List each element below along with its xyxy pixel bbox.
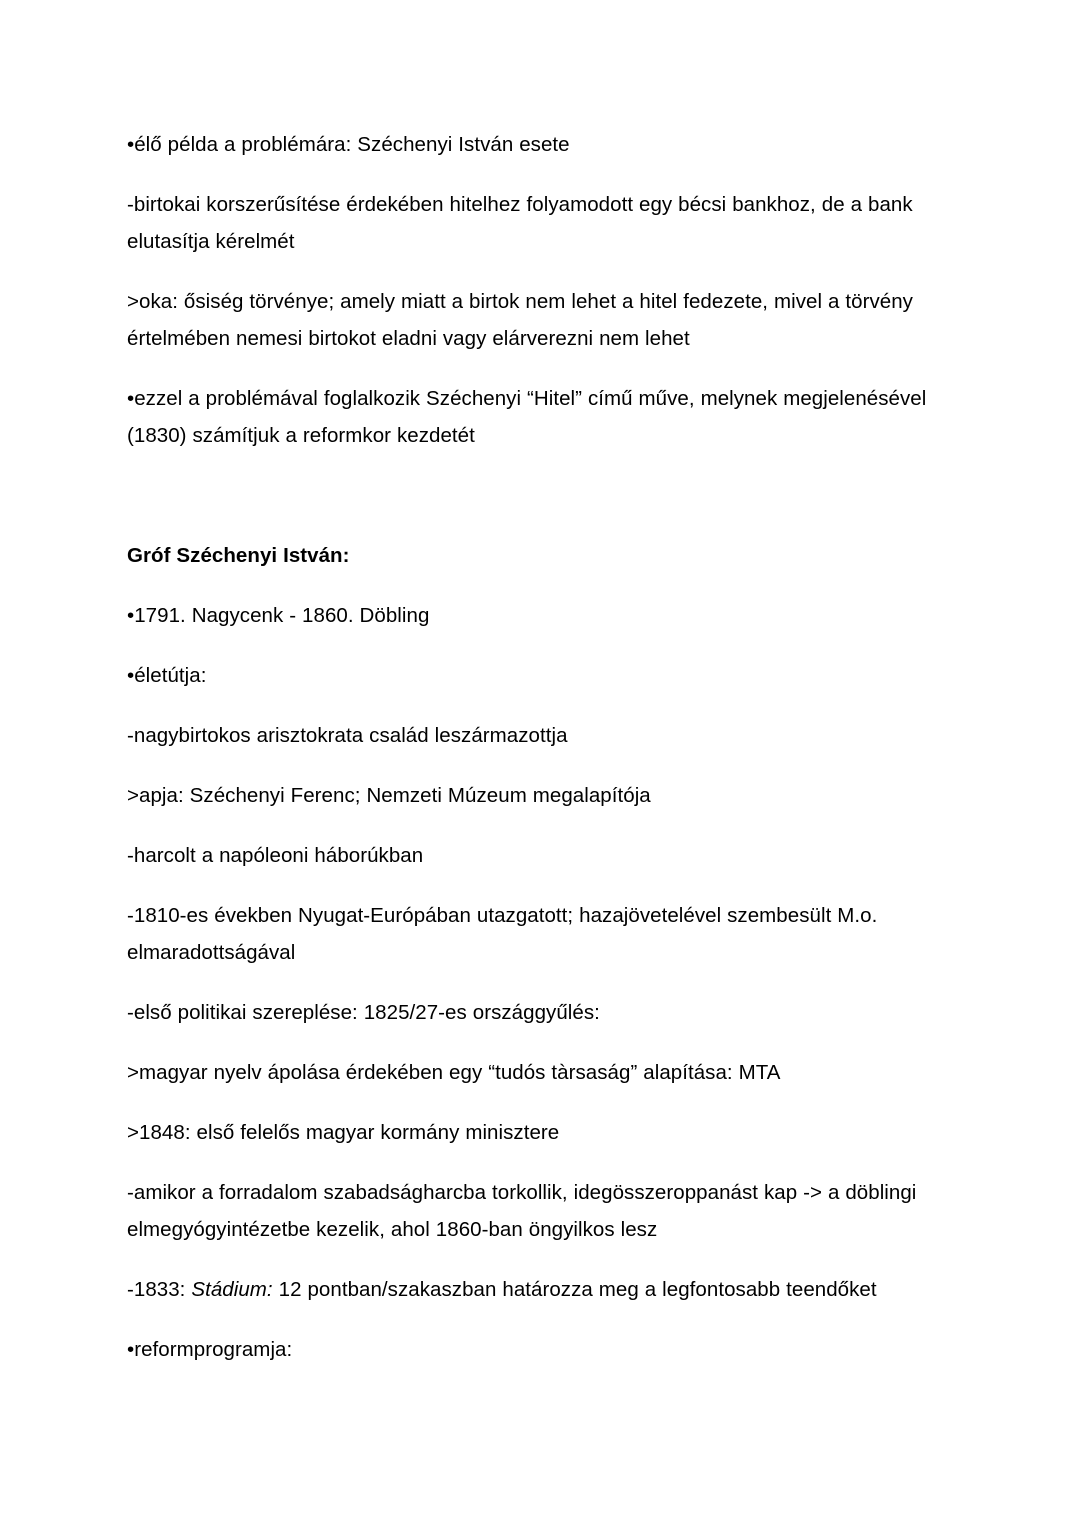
paragraph-dash-1810-es-evekben-nyugat-europa: -1810-es években Nyugat-Európában utazgatott; hazajövetelével szembesült M.o. elmaradottságával — [127, 904, 878, 964]
paragraph-dash-nagybirtokos-arisztokrata: -nagybirtokos arisztokrata család leszármazottja — [127, 724, 568, 747]
heading-grof-szechenyi-istvan: Gróf Széchenyi István: — [127, 544, 350, 567]
paragraph-dash-harcolt-napoleoni-haborukban: -harcolt a napóleoni háborúkban — [127, 844, 424, 867]
paragraph-bullet-hitel-muve: •ezzel a problémával foglalkozik Széchenyi “Hitel” című műve, melynek megjelenésével (1830) számítjuk a reformkor kezdetét — [127, 387, 927, 447]
paragraph-blank-spacer — [127, 477, 933, 514]
paragraph-sub-1848-elso-felelos-kormany: >1848: első felelős magyar kormány minisztere — [127, 1121, 560, 1144]
paragraph-bullet-elo-pelda: •élő példa a problémára: Széchenyi István esete — [127, 133, 570, 156]
paragraph-bullet-reformprogramja: •reformprogramja: — [127, 1338, 293, 1361]
stadium-title-italic: Stádium: — [191, 1278, 273, 1301]
paragraph-sub-oka-osiseg-torvenye: >oka: ősiség törvénye; amely miatt a birtok nem lehet a hitel fedezete, mivel a törvény értelmében nemesi birtokot eladni vagy elárverezni nem lehet — [127, 290, 913, 350]
document-text-body — [127, 126, 933, 1391]
paragraph-dash-birtokai-korszerusitese: -birtokai korszerűsítése érdekében hitelhez folyamodott egy bécsi bankhoz, de a bank elutasítja kérelmét — [127, 193, 913, 253]
stadium-suffix-text: 12 pontban/szakaszban határozza meg a legfontosabb teendőket — [272, 1278, 877, 1301]
paragraph-bullet-1791-nagycenk-1860-dobling: •1791. Nagycenk - 1860. Döbling — [127, 604, 430, 627]
paragraph-sub-apja-szechenyi-ferenc: >apja: Széchenyi Ferenc; Nemzeti Múzeum megalapítója — [127, 784, 651, 807]
paragraph-sub-magyar-nyelv-apolasa-mta: >magyar nyelv ápolása érdekében egy “tudós tàrsaság” alapítása: MTA — [127, 1061, 781, 1084]
paragraph-bullet-eletutja: •életútja: — [127, 664, 207, 687]
paragraph-dash-elso-politikai-szereplese: -első politikai szereplése: 1825/27-es országgyűlés: — [127, 1001, 600, 1024]
paragraph-dash-idegosszeroppanas-dobling: -amikor a forradalom szabadságharcba torkollik, idegösszeroppanást kap -> a döblingi elmegyógyintézetbe kezelik, ahol 1860-ban öngyilkos lesz — [127, 1181, 917, 1241]
paragraph-dash-1833-stadium — [127, 1271, 933, 1308]
stadium-prefix-text: -1833: — [127, 1278, 192, 1301]
